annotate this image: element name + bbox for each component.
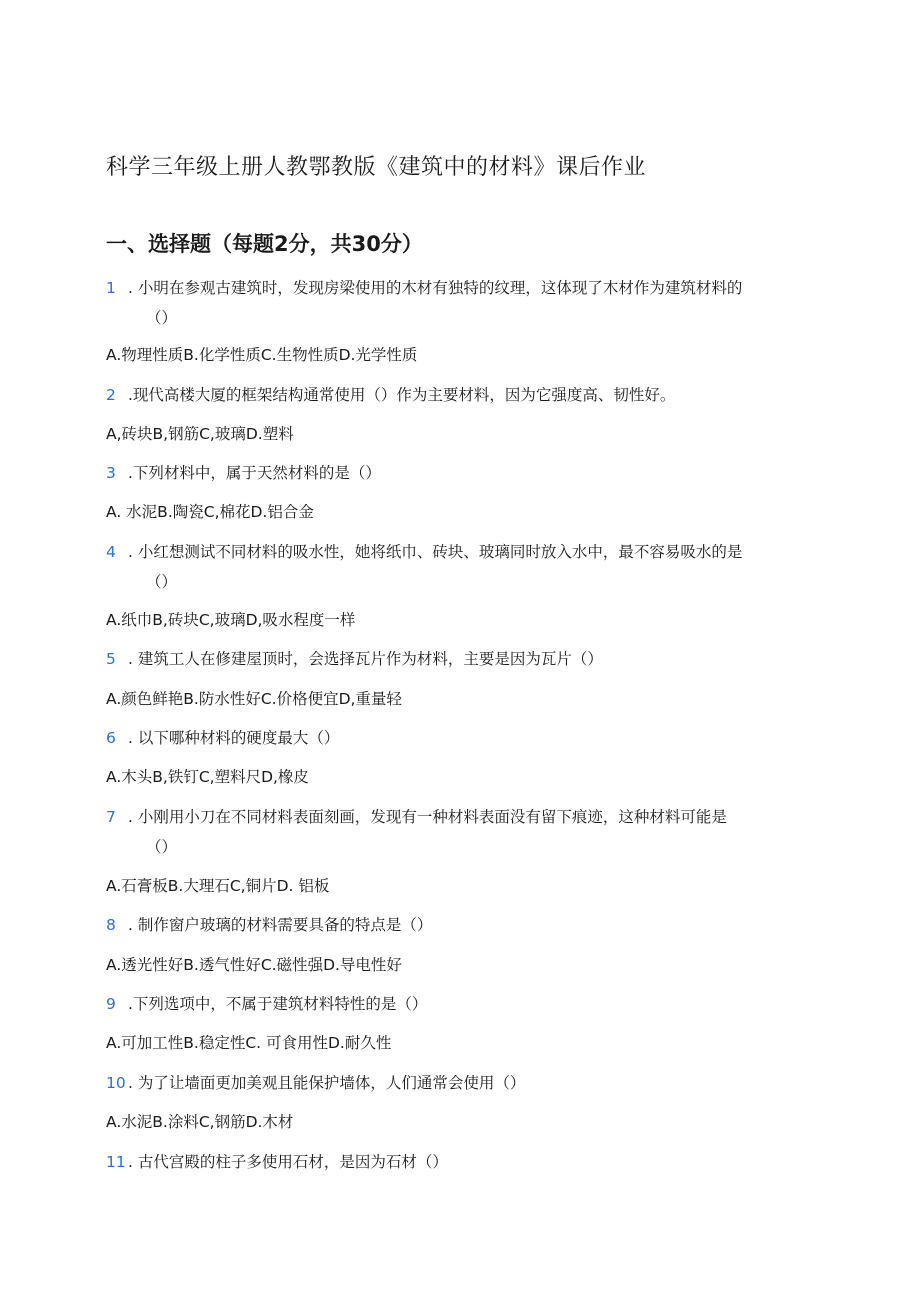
question-number: 7 xyxy=(106,808,116,826)
question-text: . 为了让墙面更加美观且能保护墙体，人们通常会使用（） xyxy=(128,1074,526,1092)
section-heading: 一、选择题（每题2分，共30分） xyxy=(106,232,423,256)
question-number: 9 xyxy=(106,995,116,1013)
question-number: 1 xyxy=(106,279,116,297)
question-text: .下列选项中，不属于建筑材料特性的是（） xyxy=(128,995,428,1013)
question-8-options: A.透光性好B.透气性好C.磁性强D.导电性好 xyxy=(106,956,402,974)
question-11 xyxy=(106,1147,448,1177)
question-5 xyxy=(106,644,603,674)
question-9-options: A.可加工性B.稳定性C. 可食用性D.耐久性 xyxy=(106,1034,392,1052)
question-7 xyxy=(106,802,727,856)
question-number: 2 xyxy=(106,386,116,404)
question-text: . 古代宫殿的柱子多使用石材，是因为石材（） xyxy=(128,1153,448,1171)
question-5-options: A.颜色鲜艳B.防水性好C.价格便宜D,重量轻 xyxy=(106,690,402,708)
question-number: 11 xyxy=(106,1153,126,1171)
question-9 xyxy=(106,989,427,1019)
question-8 xyxy=(106,910,432,940)
question-text: . 制作窗户玻璃的材料需要具备的特点是（） xyxy=(128,916,433,934)
question-text: . 以下哪种材料的硬度最大（） xyxy=(128,729,340,747)
document-title: 科学三年级上册人教鄂教版《建筑中的材料》课后作业 xyxy=(106,155,647,180)
question-2 xyxy=(106,380,675,410)
question-number: 5 xyxy=(106,650,116,668)
question-6 xyxy=(106,723,339,753)
question-7-options: A.石膏板B.大理石C,铜片D. 铝板 xyxy=(106,877,330,895)
question-text: .现代高楼大厦的框架结构通常使用（）作为主要材料，因为它强度高、韧性好。 xyxy=(128,386,676,404)
question-number: 6 xyxy=(106,729,116,747)
question-2-options: A,砖块B,钢筋C,玻璃D.塑料 xyxy=(106,425,294,443)
question-text: . 小红想测试不同材料的吸水性，她将纸巾、砖块、玻璃同时放入水中，最不容易吸水的是 xyxy=(128,543,743,561)
answer-blank: （） xyxy=(146,309,178,327)
question-10-options: A.水泥B.涂料C,钢筋D.木材 xyxy=(106,1113,294,1131)
answer-blank: （） xyxy=(146,573,178,591)
question-10 xyxy=(106,1068,525,1098)
question-text: . 小明在参观古建筑时，发现房梁使用的木材有独特的纹理，这体现了木材作为建筑材料的 xyxy=(128,279,743,297)
question-number: 10 xyxy=(106,1074,126,1092)
question-4 xyxy=(106,537,743,591)
question-4-options: A.纸巾B,砖块C,玻璃D,吸水程度一样 xyxy=(106,611,356,629)
question-text: . 建筑工人在修建屋顶时，会选择瓦片作为材料，主要是因为瓦片（） xyxy=(128,650,603,668)
answer-blank: （） xyxy=(146,838,178,856)
question-6-options: A.木头B,铁钉C,塑料尺D,橡皮 xyxy=(106,768,309,786)
question-1-options: A.物理性质B.化学性质C.生物性质D.光学性质 xyxy=(106,346,418,364)
question-1 xyxy=(106,273,743,327)
question-text: .下列材料中，属于天然材料的是（） xyxy=(128,464,381,482)
question-number: 8 xyxy=(106,916,116,934)
question-text: . 小刚用小刀在不同材料表面刻画，发现有一种材料表面没有留下痕迹，这种材料可能是 xyxy=(128,808,727,826)
question-number: 3 xyxy=(106,464,116,482)
question-3 xyxy=(106,458,381,488)
question-3-options: A. 水泥B.陶瓷C,棉花D.铝合金 xyxy=(106,503,314,521)
question-number: 4 xyxy=(106,543,116,561)
